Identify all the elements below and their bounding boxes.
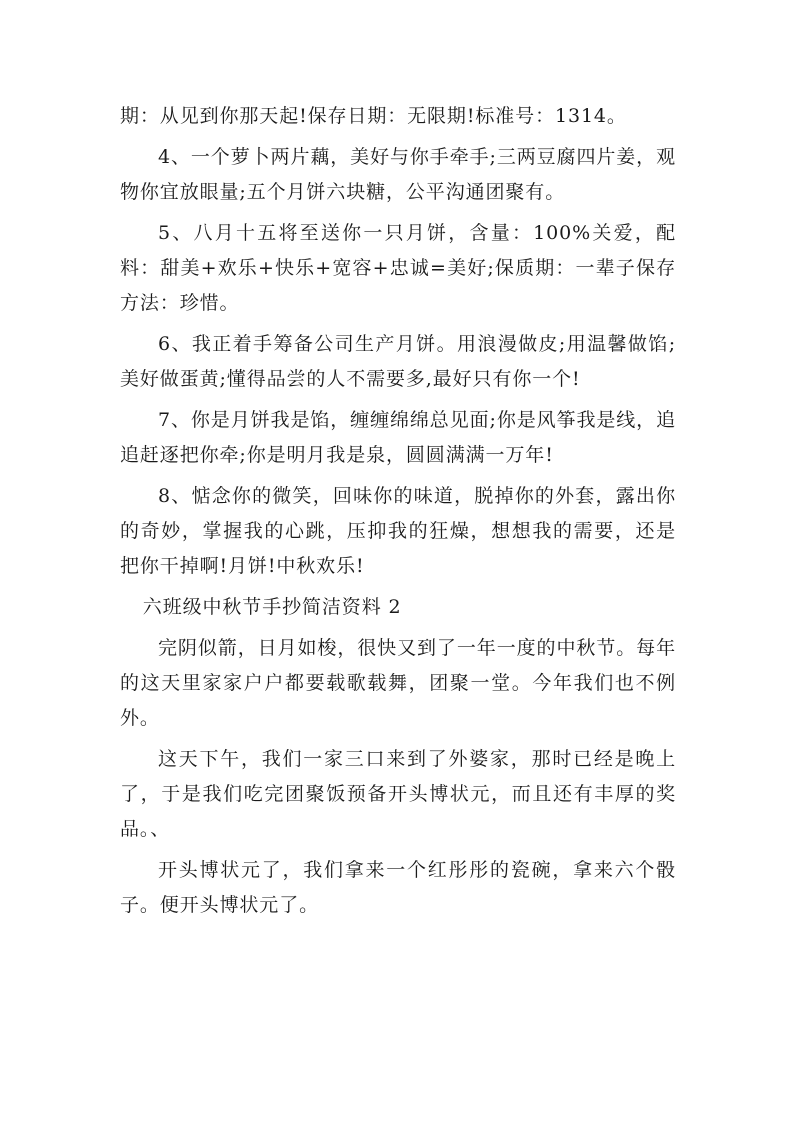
paragraph-item-8: 8、惦念你的微笑，回味你的味道，脱掉你的外套，露出你的奇妙，掌握我的心跳，压抑我的狂燥，想想我的需要，还是把你干掉啊!月饼!中秋欢乐! <box>120 485 676 577</box>
paragraph-continuation: 期：从见到你那天起!保存日期：无限期!标准号：1314。 <box>120 105 627 127</box>
section-heading: 六班级中秋节手抄简洁资料 2 <box>142 596 402 618</box>
section2-paragraph-3: 开头博状元了，我们拿来一个红彤彤的瓷碗，拿来六个骰子。便开头博状元了。 <box>120 859 676 916</box>
paragraph-item-4: 4、一个萝卜两片藕，美好与你手牵手;三两豆腐四片姜，观物你宜放眼量;五个月饼六块糖，公平沟通团聚有。 <box>120 146 676 203</box>
document-body <box>120 99 676 929</box>
section2-paragraph-1: 完阴似箭，日月如梭，很快又到了一年一度的中秋节。每年的这天里家家户户都要载歌载舞，团聚一堂。今年我们也不例外。 <box>120 637 676 729</box>
paragraph-item-6: 6、我正着手筹备公司生产月饼。用浪漫做皮;用温馨做馅;美好做蛋黄;懂得品尝的人不需要多,最好只有你一个! <box>120 333 676 390</box>
paragraph-item-5: 5、八月十五将至送你一只月饼，含量：100%关爱，配料：甜美+欢乐+快乐+宽容+忠诚=美好;保质期：一辈子保存方法：珍惜。 <box>120 222 676 314</box>
paragraph-item-7: 7、你是月饼我是馅，缠缠绵绵总见面;你是风筝我是线，追追赶逐把你牵;你是明月我是泉，圆圆满满一万年! <box>120 409 676 466</box>
section2-paragraph-2: 这天下午，我们一家三口来到了外婆家，那时已经是晚上了，于是我们吃完团聚饭预备开头博状元，而且还有丰厚的奖品。、 <box>120 748 676 840</box>
